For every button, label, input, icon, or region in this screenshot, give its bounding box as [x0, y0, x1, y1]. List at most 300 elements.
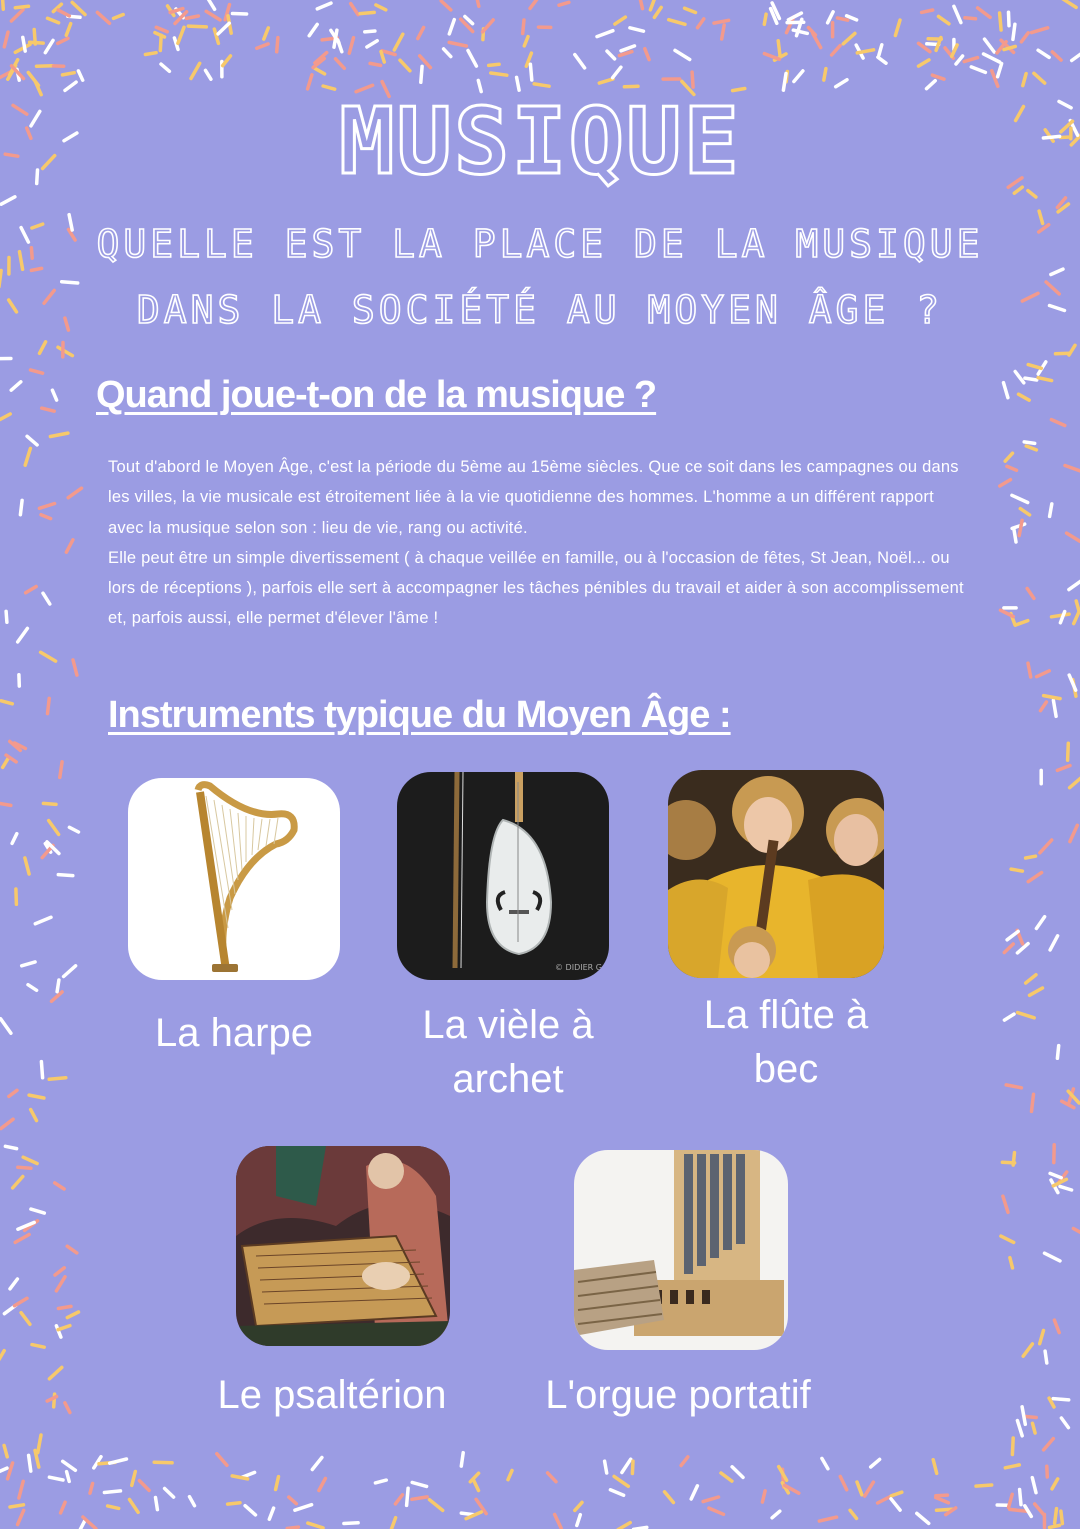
confetti-piece — [692, 72, 693, 87]
confetti-piece — [1004, 1014, 1014, 1020]
confetti-piece — [160, 35, 161, 50]
confetti-piece — [344, 1523, 358, 1524]
confetti-piece — [964, 58, 977, 62]
confetti-piece — [114, 15, 124, 19]
confetti-piece — [156, 27, 167, 32]
confetti-piece — [772, 1511, 780, 1518]
confetti-piece — [0, 803, 11, 806]
confetti-piece — [319, 1478, 326, 1490]
confetti-piece — [534, 84, 549, 86]
confetti-piece — [317, 3, 331, 9]
confetti-piece — [18, 1510, 24, 1524]
confetti-piece — [28, 73, 38, 86]
confetti-piece — [55, 1268, 64, 1275]
confetti-piece — [315, 68, 325, 74]
confetti-piece — [214, 29, 218, 43]
confetti-piece — [43, 803, 56, 804]
confetti-piece — [1, 1019, 11, 1033]
confetti-piece — [640, 0, 642, 9]
confetti-piece — [21, 1313, 30, 1325]
confetti-piece — [1037, 671, 1050, 677]
confetti-piece — [40, 342, 46, 354]
confetti-piece — [1026, 975, 1036, 983]
section-heading-when: Quand joue-t-on de la musique ? — [96, 374, 657, 416]
section-heading-instruments: Instruments typique du Moyen Âge : — [108, 694, 731, 736]
confetti-piece — [632, 1461, 633, 1473]
confetti-piece — [441, 1, 451, 10]
confetti-piece — [64, 966, 76, 977]
confetti-piece — [1005, 453, 1012, 461]
confetti-piece — [675, 50, 690, 59]
confetti-piece — [336, 59, 345, 69]
confetti-piece — [1034, 73, 1045, 83]
confetti-piece — [1012, 1438, 1013, 1455]
confetti-piece — [206, 70, 211, 79]
confetti-piece — [42, 408, 55, 411]
confetti-piece — [31, 1209, 44, 1213]
confetti-piece — [917, 1513, 929, 1523]
confetti-piece — [1032, 1094, 1034, 1111]
confetti-piece — [1030, 988, 1043, 995]
confetti-piece — [68, 488, 81, 498]
confetti-piece — [1044, 1439, 1054, 1450]
confetti-piece — [936, 1498, 949, 1503]
harp-image — [128, 778, 340, 980]
confetti-piece — [976, 1485, 992, 1486]
confetti-piece — [5, 1146, 16, 1148]
confetti-piece — [1044, 696, 1061, 699]
confetti-piece — [936, 1495, 948, 1496]
confetti-piece — [295, 1505, 312, 1511]
confetti-piece — [55, 1183, 64, 1189]
confetti-piece — [13, 1177, 23, 1188]
confetti-piece — [25, 858, 29, 874]
confetti-piece — [559, 2, 569, 5]
confetti-piece — [939, 16, 949, 23]
confetti-piece — [1019, 520, 1022, 535]
confetti-piece — [449, 42, 466, 46]
confetti-piece — [35, 917, 51, 924]
confetti-piece — [178, 27, 184, 43]
confetti-piece — [468, 51, 476, 67]
confetti-piece — [599, 79, 613, 83]
confetti-piece — [614, 1476, 628, 1486]
label-vielle-line2: archet — [452, 1057, 564, 1101]
confetti-piece — [382, 51, 395, 55]
confetti-piece — [228, 1503, 240, 1504]
label-harp: La harpe — [155, 1011, 313, 1055]
confetti-piece — [997, 42, 1006, 53]
confetti-piece — [1045, 1253, 1061, 1261]
confetti-piece — [824, 69, 826, 81]
confetti-piece — [622, 1459, 631, 1472]
confetti-piece — [63, 1461, 76, 1470]
confetti-piece — [155, 33, 165, 37]
confetti-piece — [48, 698, 50, 713]
confetti-piece — [1076, 601, 1079, 612]
confetti-piece — [57, 980, 59, 992]
confetti-piece — [721, 1473, 732, 1481]
confetti-piece — [390, 1518, 396, 1529]
confetti-piece — [277, 38, 278, 52]
confetti-piece — [206, 11, 220, 20]
confetti-piece — [645, 49, 649, 60]
confetti-piece — [1073, 1229, 1080, 1235]
confetti-piece — [523, 20, 524, 34]
confetti-piece — [1000, 480, 1011, 486]
confetti-piece — [1038, 378, 1052, 381]
confetti-piece — [618, 1523, 630, 1529]
confetti-piece — [63, 73, 75, 75]
confetti-piece — [45, 40, 53, 52]
confetti-piece — [1060, 1186, 1072, 1190]
confetti-piece — [530, 64, 531, 80]
confetti-piece — [1012, 495, 1028, 502]
confetti-piece — [370, 63, 381, 65]
confetti-piece — [1067, 533, 1080, 541]
confetti-piece — [8, 1463, 13, 1479]
confetti-piece — [722, 25, 725, 39]
confetti-piece — [474, 1480, 479, 1490]
confetti-piece — [1052, 52, 1061, 60]
confetti-piece — [461, 1513, 473, 1515]
confetti-piece — [1005, 1465, 1019, 1468]
confetti-piece — [1015, 372, 1024, 383]
confetti-piece — [29, 1095, 44, 1098]
confetti-piece — [154, 1462, 172, 1463]
confetti-piece — [15, 6, 28, 7]
confetti-piece — [836, 80, 847, 87]
confetti-piece — [32, 1345, 44, 1348]
confetti-piece — [1026, 446, 1036, 450]
confetti-piece — [257, 44, 268, 48]
confetti-piece — [22, 962, 35, 966]
confetti-piece — [1000, 13, 1002, 30]
confetti-piece — [575, 1502, 582, 1510]
confetti-piece — [922, 10, 933, 12]
confetti-piece — [508, 1471, 512, 1480]
confetti-piece — [1023, 1344, 1032, 1356]
confetti-piece — [530, 0, 539, 8]
confetti-piece — [624, 86, 638, 87]
confetti-piece — [1072, 50, 1080, 60]
confetti-piece — [56, 1277, 65, 1291]
confetti-piece — [58, 1326, 70, 1330]
portative-organ-image — [574, 1150, 788, 1350]
confetti-piece — [28, 985, 37, 991]
confetti-piece — [577, 1515, 581, 1526]
confetti-piece — [11, 10, 23, 21]
label-organ: L'orgue portatif — [545, 1373, 811, 1417]
label-psaltery: Le psaltérion — [217, 1373, 447, 1417]
confetti-piece — [15, 1235, 29, 1243]
confetti-piece — [879, 45, 882, 55]
confetti-piece — [67, 1472, 70, 1482]
confetti-piece — [871, 1459, 880, 1467]
confetti-piece — [788, 13, 801, 20]
confetti-piece — [27, 436, 37, 445]
confetti-piece — [31, 370, 43, 373]
confetti-piece — [1051, 269, 1063, 274]
confetti-piece — [1053, 700, 1056, 716]
confetti-piece — [34, 30, 35, 45]
confetti-piece — [1007, 466, 1017, 470]
confetti-piece — [375, 1480, 386, 1483]
confetti-piece — [186, 16, 198, 18]
confetti-piece — [1009, 1494, 1013, 1507]
confetti-piece — [1032, 1478, 1036, 1493]
confetti-piece — [1004, 383, 1008, 398]
confetti-piece — [650, 0, 655, 10]
confetti-piece — [793, 30, 807, 33]
confetti-piece — [615, 17, 626, 24]
confetti-piece — [365, 31, 375, 32]
confetti-piece — [1033, 1423, 1036, 1433]
confetti-piece — [1028, 873, 1041, 882]
confetti-piece — [1021, 33, 1028, 42]
confetti-piece — [31, 1110, 37, 1121]
confetti-piece — [714, 20, 729, 23]
confetti-piece — [50, 433, 68, 436]
confetti-piece — [360, 12, 374, 13]
confetti-piece — [188, 26, 206, 27]
confetti-piece — [1, 197, 15, 204]
confetti-piece — [69, 827, 78, 832]
confetti-piece — [1065, 466, 1080, 472]
confetti-piece — [312, 1458, 322, 1470]
confetti-piece — [223, 56, 231, 66]
confetti-piece — [819, 1517, 836, 1521]
confetti-piece — [4, 32, 8, 47]
confetti-piece — [709, 1508, 724, 1514]
confetti-piece — [66, 24, 70, 36]
confetti-piece — [2, 0, 3, 9]
confetti-piece — [1020, 1490, 1021, 1505]
confetti-piece — [78, 1521, 85, 1529]
confetti-piece — [891, 1499, 900, 1510]
confetti-piece — [1068, 743, 1069, 760]
confetti-piece — [1056, 353, 1070, 354]
confetti-piece — [1060, 612, 1064, 623]
confetti-piece — [58, 1306, 71, 1308]
confetti-piece — [412, 1482, 426, 1486]
confetti-piece — [1047, 1466, 1048, 1477]
confetti-piece — [1, 701, 12, 704]
confetti-piece — [52, 390, 56, 400]
confetti-piece — [1004, 944, 1013, 953]
confetti-piece — [685, 8, 696, 12]
label-recorder-line1: La flûte à — [703, 993, 869, 1037]
confetti-piece — [67, 1246, 77, 1253]
page-title: MUSIQUE — [339, 88, 741, 195]
confetti-piece — [104, 1491, 120, 1493]
confetti-piece — [1023, 74, 1026, 86]
confetti-piece — [1, 1119, 13, 1128]
page-subtitle-line1: QUELLE EST LA PLACE DE LA MUSIQUE — [96, 222, 984, 266]
confetti-piece — [72, 2, 85, 14]
confetti-piece — [764, 54, 779, 60]
confetti-piece — [1050, 936, 1058, 950]
confetti-piece — [1019, 394, 1030, 400]
confetti-piece — [1027, 589, 1034, 599]
confetti-piece — [421, 66, 422, 82]
confetti-piece — [971, 67, 985, 73]
confetti-piece — [613, 67, 621, 78]
confetti-piece — [308, 75, 312, 89]
confetti-piece — [67, 1312, 78, 1318]
confetti-piece — [0, 414, 10, 419]
confetti-piece — [1050, 1173, 1061, 1177]
confetti-piece — [161, 64, 169, 71]
confetti-piece — [6, 611, 7, 622]
confetti-piece — [1015, 621, 1028, 626]
confetti-piece — [309, 24, 317, 35]
confetti-piece — [58, 347, 72, 355]
confetti-piece — [233, 14, 247, 15]
confetti-piece — [49, 1078, 66, 1080]
image-watermark: © DIDIER G — [555, 963, 602, 972]
confetti-piece — [732, 1467, 743, 1478]
confetti-piece — [132, 1472, 136, 1486]
confetti-piece — [351, 4, 358, 15]
confetti-piece — [1040, 840, 1052, 853]
confetti-piece — [1057, 1046, 1058, 1059]
confetti-piece — [654, 7, 661, 17]
confetti-piece — [1061, 1418, 1068, 1428]
confetti-piece — [38, 1435, 41, 1453]
confetti-piece — [4, 1445, 7, 1456]
confetti-piece — [73, 660, 77, 675]
confetti-piece — [984, 54, 1000, 62]
confetti-piece — [778, 41, 780, 57]
confetti-piece — [41, 1062, 42, 1078]
confetti-piece — [978, 8, 991, 17]
confetti-piece — [412, 1497, 427, 1499]
confetti-piece — [58, 10, 69, 16]
confetti-piece — [477, 0, 479, 6]
confetti-piece — [269, 1508, 273, 1519]
confetti-piece — [891, 1492, 902, 1496]
confetti-piece — [15, 1298, 28, 1305]
confetti-piece — [78, 71, 82, 80]
confetti-piece — [349, 38, 353, 54]
confetti-piece — [843, 33, 855, 43]
confetti-piece — [29, 1455, 31, 1471]
confetti-piece — [170, 9, 183, 13]
confetti-piece — [23, 37, 25, 51]
confetti-piece — [190, 1497, 195, 1506]
confetti-piece — [1011, 869, 1022, 871]
confetti-piece — [0, 1351, 4, 1360]
confetti-piece — [1020, 509, 1029, 515]
confetti-piece — [575, 55, 585, 68]
confetti-piece — [878, 57, 886, 63]
confetti-piece — [524, 37, 528, 46]
confetti-piece — [1006, 1085, 1021, 1088]
confetti-piece — [19, 1481, 23, 1498]
confetti-piece — [1057, 766, 1070, 771]
vielle-image — [397, 772, 609, 980]
confetti-piece — [965, 18, 976, 19]
confetti-piece — [865, 1482, 874, 1496]
confetti-piece — [97, 12, 109, 23]
confetti-piece — [58, 875, 73, 876]
confetti-piece — [1052, 1479, 1058, 1489]
confetti-piece — [58, 38, 68, 43]
confetti-piece — [165, 1489, 174, 1498]
confetti-piece — [276, 1477, 279, 1490]
confetti-piece — [698, 19, 704, 28]
page-subtitle-line2: DANS LA SOCIÉTÉ AU MOYEN ÂGE ? — [136, 288, 944, 332]
confetti-piece — [919, 60, 930, 66]
confetti-piece — [764, 14, 766, 24]
label-recorder-line2: bec — [753, 1047, 819, 1091]
confetti-piece — [61, 1502, 66, 1513]
confetti-piece — [394, 34, 403, 50]
confetti-piece — [1010, 1509, 1027, 1511]
confetti-piece — [1045, 1351, 1047, 1363]
confetti-piece — [1013, 24, 1015, 39]
confetti-piece — [395, 1495, 402, 1504]
confetti-piece — [1041, 702, 1047, 711]
confetti-piece — [1022, 1407, 1025, 1425]
confetti-piece — [548, 1473, 556, 1482]
confetti-piece — [1061, 1511, 1063, 1524]
confetti-piece — [954, 6, 961, 22]
confetti-piece — [11, 382, 21, 390]
confetti-piece — [1035, 1504, 1044, 1514]
confetti-piece — [762, 1491, 765, 1502]
confetti-piece — [430, 1500, 443, 1511]
confetti-piece — [43, 593, 50, 604]
confetti-piece — [610, 1490, 623, 1496]
confetti-piece — [1007, 931, 1018, 939]
confetti-piece — [489, 64, 499, 65]
intro-paragraph-2: Elle peut être un simple divertissement ( à chaque veillée en famille, ou à l'occasion de fêtes, St Jean, Noël... ou lors de réceptions ), parfois elle sert à accompagner les tâches pénibles du travail et aider à son accomplissement et, parfois aussi, elle permet d'élever l'âme ! — [108, 548, 964, 628]
confetti-piece — [418, 27, 424, 38]
confetti-piece — [26, 587, 37, 593]
confetti-piece — [367, 41, 377, 47]
confetti-piece — [400, 60, 410, 71]
intro-paragraph-1: Tout d'abord le Moyen Âge, c'est la période du 5ème au 15ème siècles. Que ce soit dans les campagnes ou dans les villes, la vie musicale est étroitement liée à la vie quotidienne des hommes. L'homme a un différent rapport avec la musique selon son : lieu de vie, rang ou activité. — [108, 458, 959, 537]
confetti-piece — [1032, 28, 1048, 33]
confetti-piece — [1036, 917, 1044, 929]
confetti-piece — [605, 1461, 607, 1473]
confetti-piece — [191, 63, 200, 78]
confetti-piece — [444, 49, 451, 57]
confetti-piece — [18, 628, 28, 642]
confetti-piece — [597, 31, 613, 37]
confetti-piece — [1070, 825, 1077, 841]
confetti-piece — [1052, 614, 1070, 617]
confetti-piece — [1062, 0, 1076, 7]
confetti-piece — [23, 1157, 37, 1163]
confetti-piece — [41, 515, 51, 519]
psaltery-tapestry-image — [236, 1146, 450, 1346]
confetti-piece — [289, 1497, 297, 1504]
intro-text — [108, 452, 968, 634]
confetti-piece — [145, 53, 156, 55]
confetti-piece — [110, 1459, 127, 1463]
confetti-piece — [449, 20, 454, 34]
confetti-piece — [607, 51, 615, 59]
confetti-piece — [0, 271, 1, 287]
confetti-piece — [703, 1497, 718, 1502]
confetti-piece — [832, 46, 841, 55]
confetti-piece — [66, 540, 73, 552]
label-recorder — [674, 988, 898, 1096]
confetti-piece — [1053, 1399, 1069, 1400]
